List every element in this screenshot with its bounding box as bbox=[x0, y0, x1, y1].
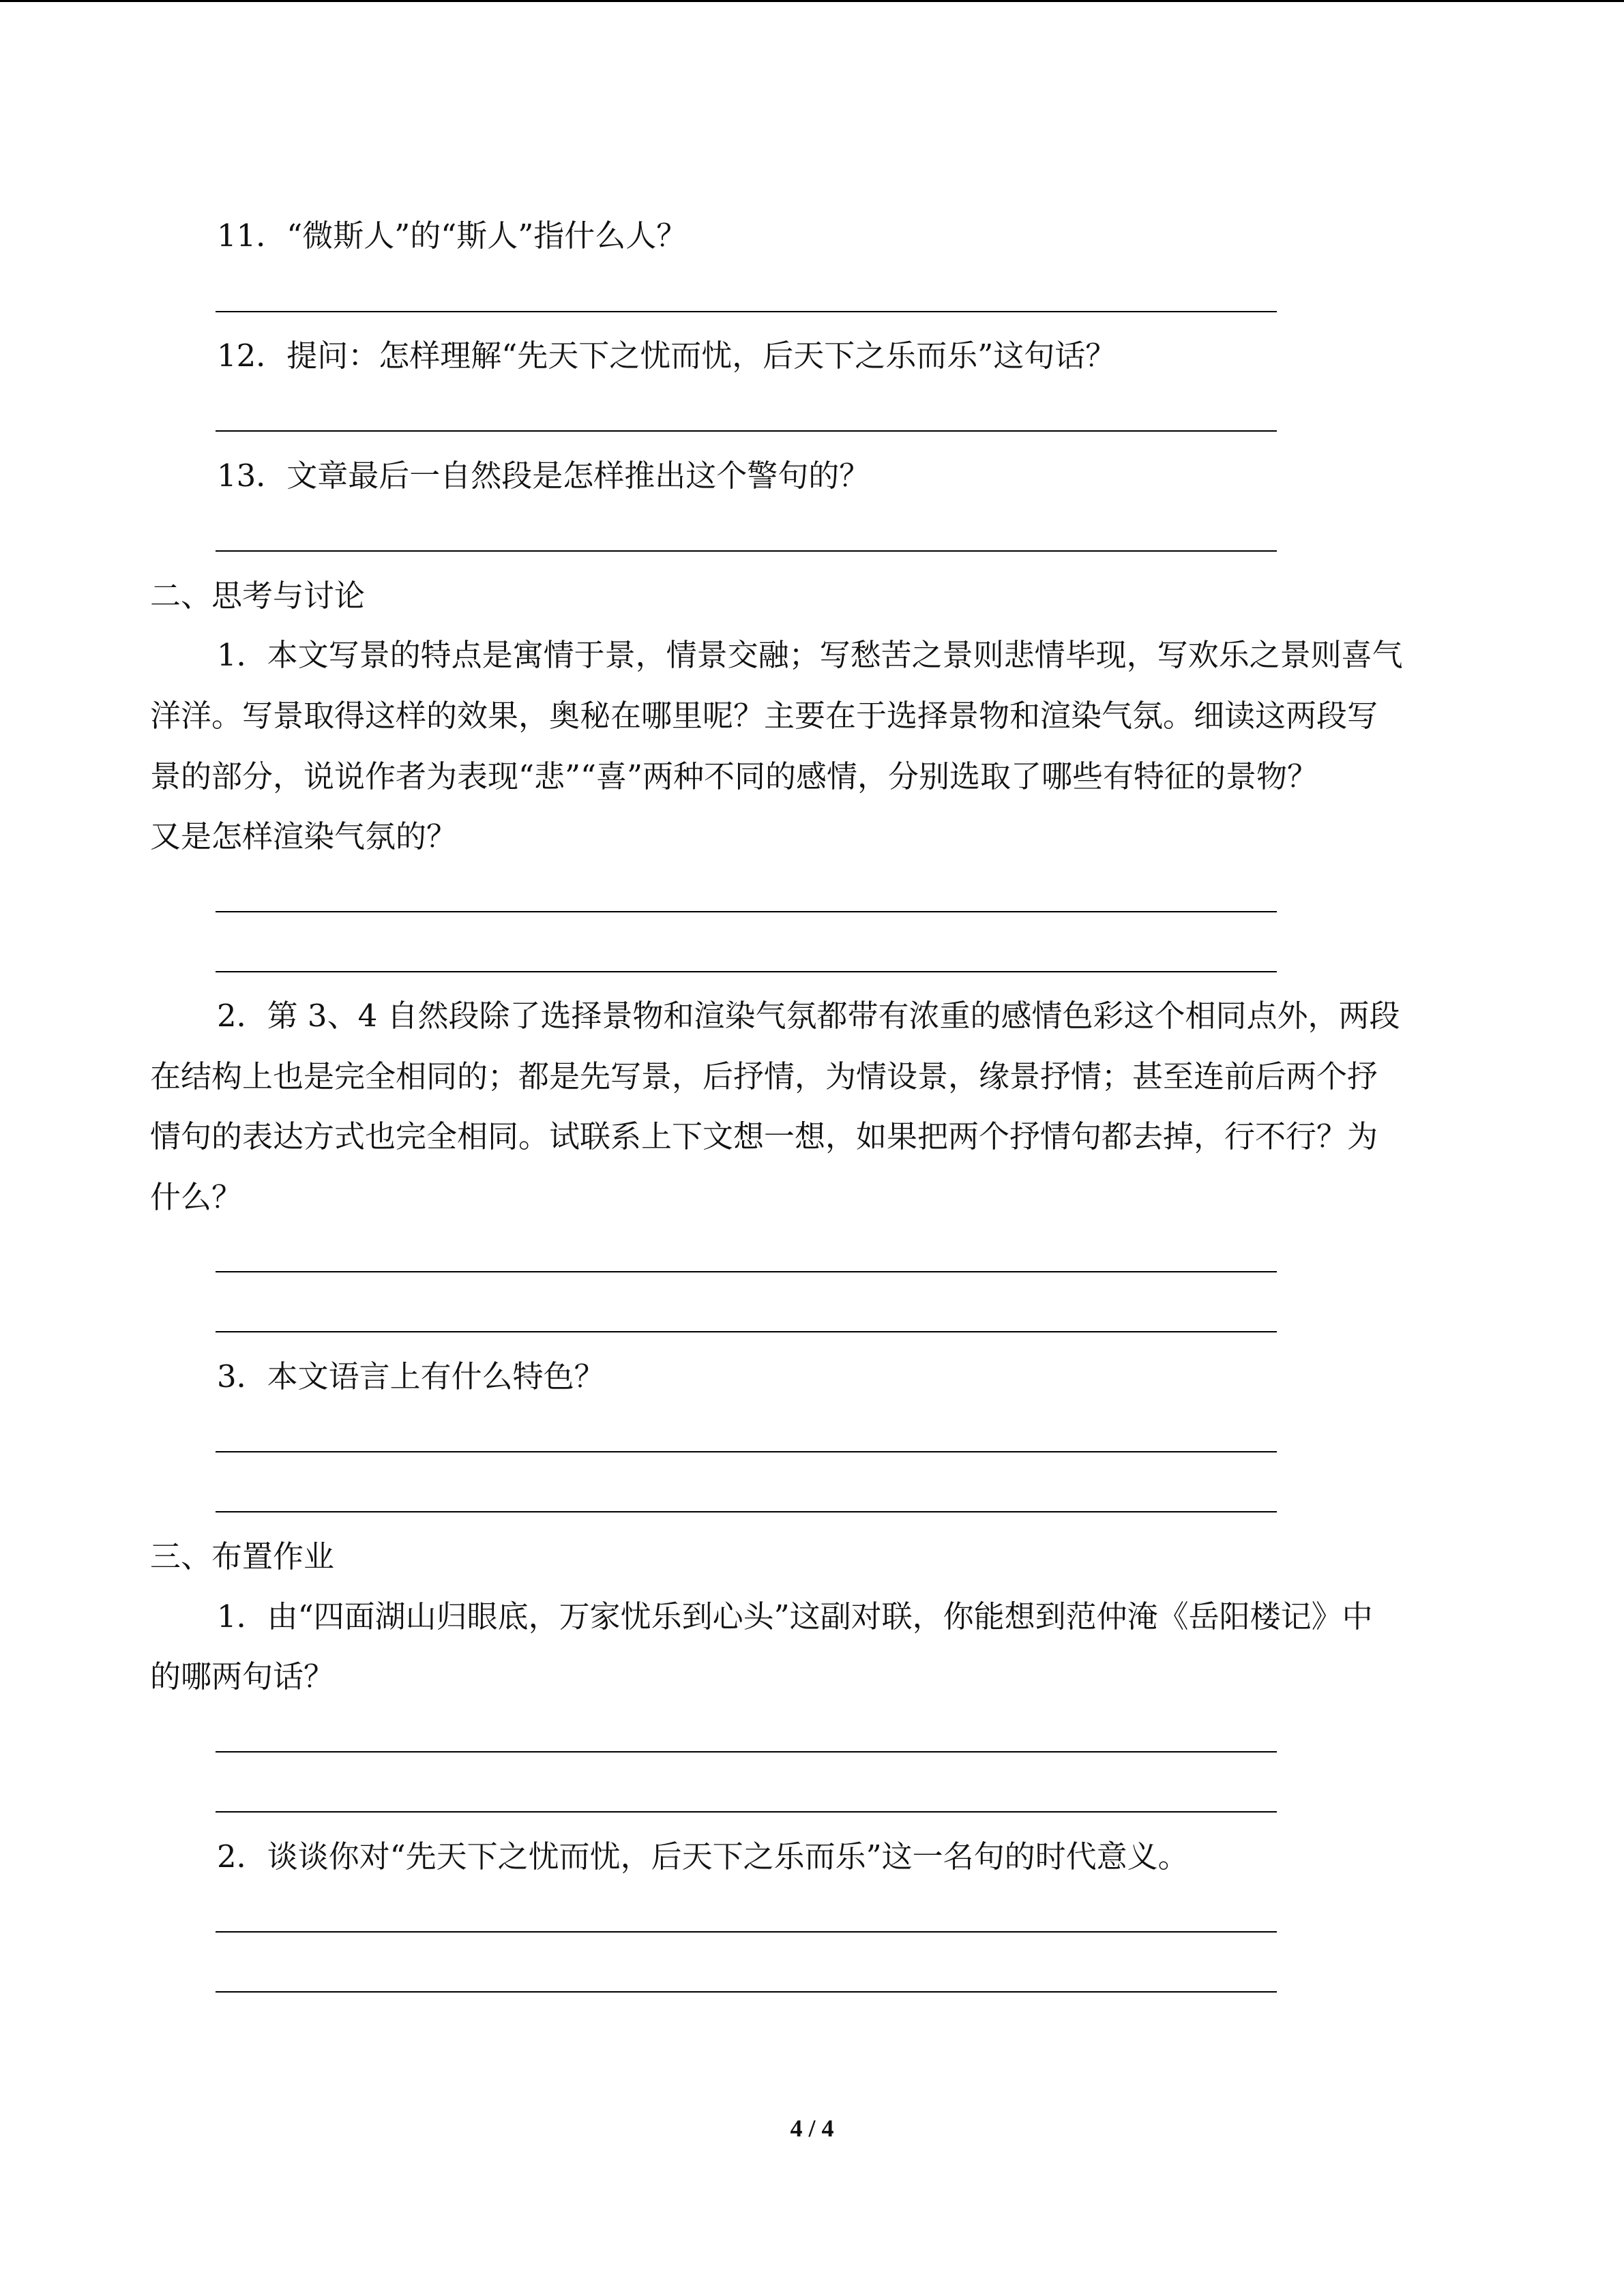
answer-line bbox=[216, 1811, 1277, 1813]
discussion-q1-line3: 景的部分，说说作者为表现“悲”“喜”两种不同的感情，分别选取了哪些有特征的景物？ bbox=[150, 758, 1318, 794]
homework-q2: 2．谈谈你对“先天下之忧而忧，后天下之乐而乐”这一名句的时代意义。 bbox=[217, 1838, 1189, 1875]
answer-line bbox=[216, 1751, 1277, 1753]
discussion-q3: 3．本文语言上有什么特色？ bbox=[217, 1358, 605, 1395]
question-13: 13．文章最后一自然段是怎样推出这个警句的？ bbox=[217, 458, 870, 494]
answer-line bbox=[216, 311, 1277, 312]
answer-line bbox=[216, 1451, 1277, 1452]
answer-line bbox=[216, 1271, 1277, 1272]
page-number: 4 / 4 bbox=[790, 2115, 834, 2142]
answer-line bbox=[216, 1931, 1277, 1933]
answer-line bbox=[216, 550, 1277, 552]
section-heading-homework: 三、布置作业 bbox=[150, 1538, 335, 1575]
discussion-q1-line4: 又是怎样渲染气氛的？ bbox=[150, 818, 458, 854]
top-border bbox=[0, 0, 1624, 2]
discussion-q2-line3: 情句的表达方式也完全相同。试联系上下文想一想，如果把两个抒情句都去掉，行不行？为 bbox=[150, 1118, 1378, 1154]
homework-q1-line2: 的哪两句话？ bbox=[150, 1658, 335, 1695]
section-heading-discussion: 二、思考与讨论 bbox=[150, 578, 366, 614]
answer-line bbox=[216, 1991, 1277, 1993]
answer-line bbox=[216, 1511, 1277, 1512]
answer-line bbox=[216, 1331, 1277, 1332]
discussion-q2-line1: 2．第 3、4 自然段除了选择景物和渲染气氛都带有浓重的感情色彩这个相同点外，两段 bbox=[217, 998, 1400, 1034]
discussion-q1-line1: 1．本文写景的特点是寓情于景，情景交融；写愁苦之景则悲情毕现，写欢乐之景则喜气 bbox=[217, 637, 1403, 673]
discussion-q2-line4: 什么？ bbox=[150, 1179, 243, 1215]
discussion-q2-line2: 在结构上也是完全相同的；都是先写景，后抒情，为情设景，缘景抒情；甚至连前后两个抒 bbox=[150, 1058, 1378, 1094]
answer-line bbox=[216, 911, 1277, 912]
answer-line bbox=[216, 971, 1277, 972]
homework-q1-line1: 1．由“四面湖山归眼底，万家忧乐到心头”这副对联，你能想到范仲淹《岳阳楼记》中 bbox=[217, 1598, 1373, 1635]
answer-line bbox=[216, 430, 1277, 432]
discussion-q1-line2: 洋洋。写景取得这样的效果，奥秘在哪里呢？主要在于选择景物和渲染气氛。细读这两段写 bbox=[150, 698, 1378, 734]
question-11: 11．“微斯人”的“斯人”指什么人？ bbox=[217, 218, 688, 254]
question-12: 12．提问：怎样理解“先天下之忧而忧，后天下之乐而乐”这句话？ bbox=[217, 338, 1117, 374]
